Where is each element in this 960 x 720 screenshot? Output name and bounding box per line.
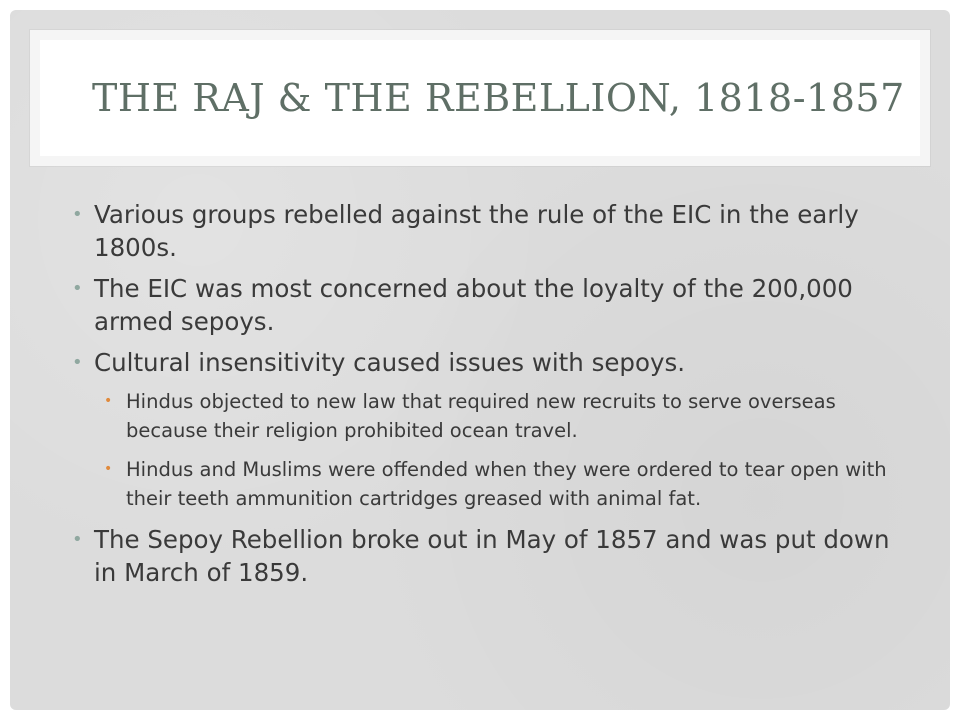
- bullet-item: [72, 272, 892, 338]
- bullet-list: [72, 198, 892, 379]
- bullet-item: [72, 523, 892, 589]
- bullet-list-continued: [72, 523, 892, 589]
- title-panel: [40, 40, 920, 156]
- slide-title: THE RAJ & THE REBELLION, 1818-1857: [92, 76, 905, 120]
- sub-bullet-dot-icon: •: [104, 461, 113, 477]
- bullet-text: Various groups rebelled against the rule of the EIC in the early 1800s.: [94, 200, 859, 262]
- bullet-text: The Sepoy Rebellion broke out in May of 1857 and was put down in March of 1859.: [94, 525, 890, 587]
- sub-bullet-item: [104, 455, 892, 513]
- bullet-text: Cultural insensitivity caused issues with sepoys.: [94, 348, 686, 377]
- sub-bullet-item: [104, 387, 892, 445]
- bullet-item: [72, 198, 892, 264]
- sub-bullet-dot-icon: •: [104, 393, 113, 409]
- bullet-item: [72, 346, 892, 379]
- title-band: [30, 30, 930, 166]
- slide-content: [72, 198, 892, 597]
- bullet-dot-icon: •: [72, 278, 83, 299]
- bullet-dot-icon: •: [72, 529, 83, 550]
- sub-bullet-list: [104, 387, 892, 513]
- slide: [10, 10, 950, 710]
- bullet-dot-icon: •: [72, 352, 83, 373]
- sub-bullet-text: Hindus and Muslims were offended when they were ordered to tear open with their teeth ammunition cartridges greased with animal fat.: [126, 458, 887, 510]
- bullet-text: The EIC was most concerned about the loyalty of the 200,000 armed sepoys.: [94, 274, 853, 336]
- sub-bullet-text: Hindus objected to new law that required new recruits to serve overseas because their religion prohibited ocean travel.: [126, 390, 836, 442]
- bullet-dot-icon: •: [72, 204, 83, 225]
